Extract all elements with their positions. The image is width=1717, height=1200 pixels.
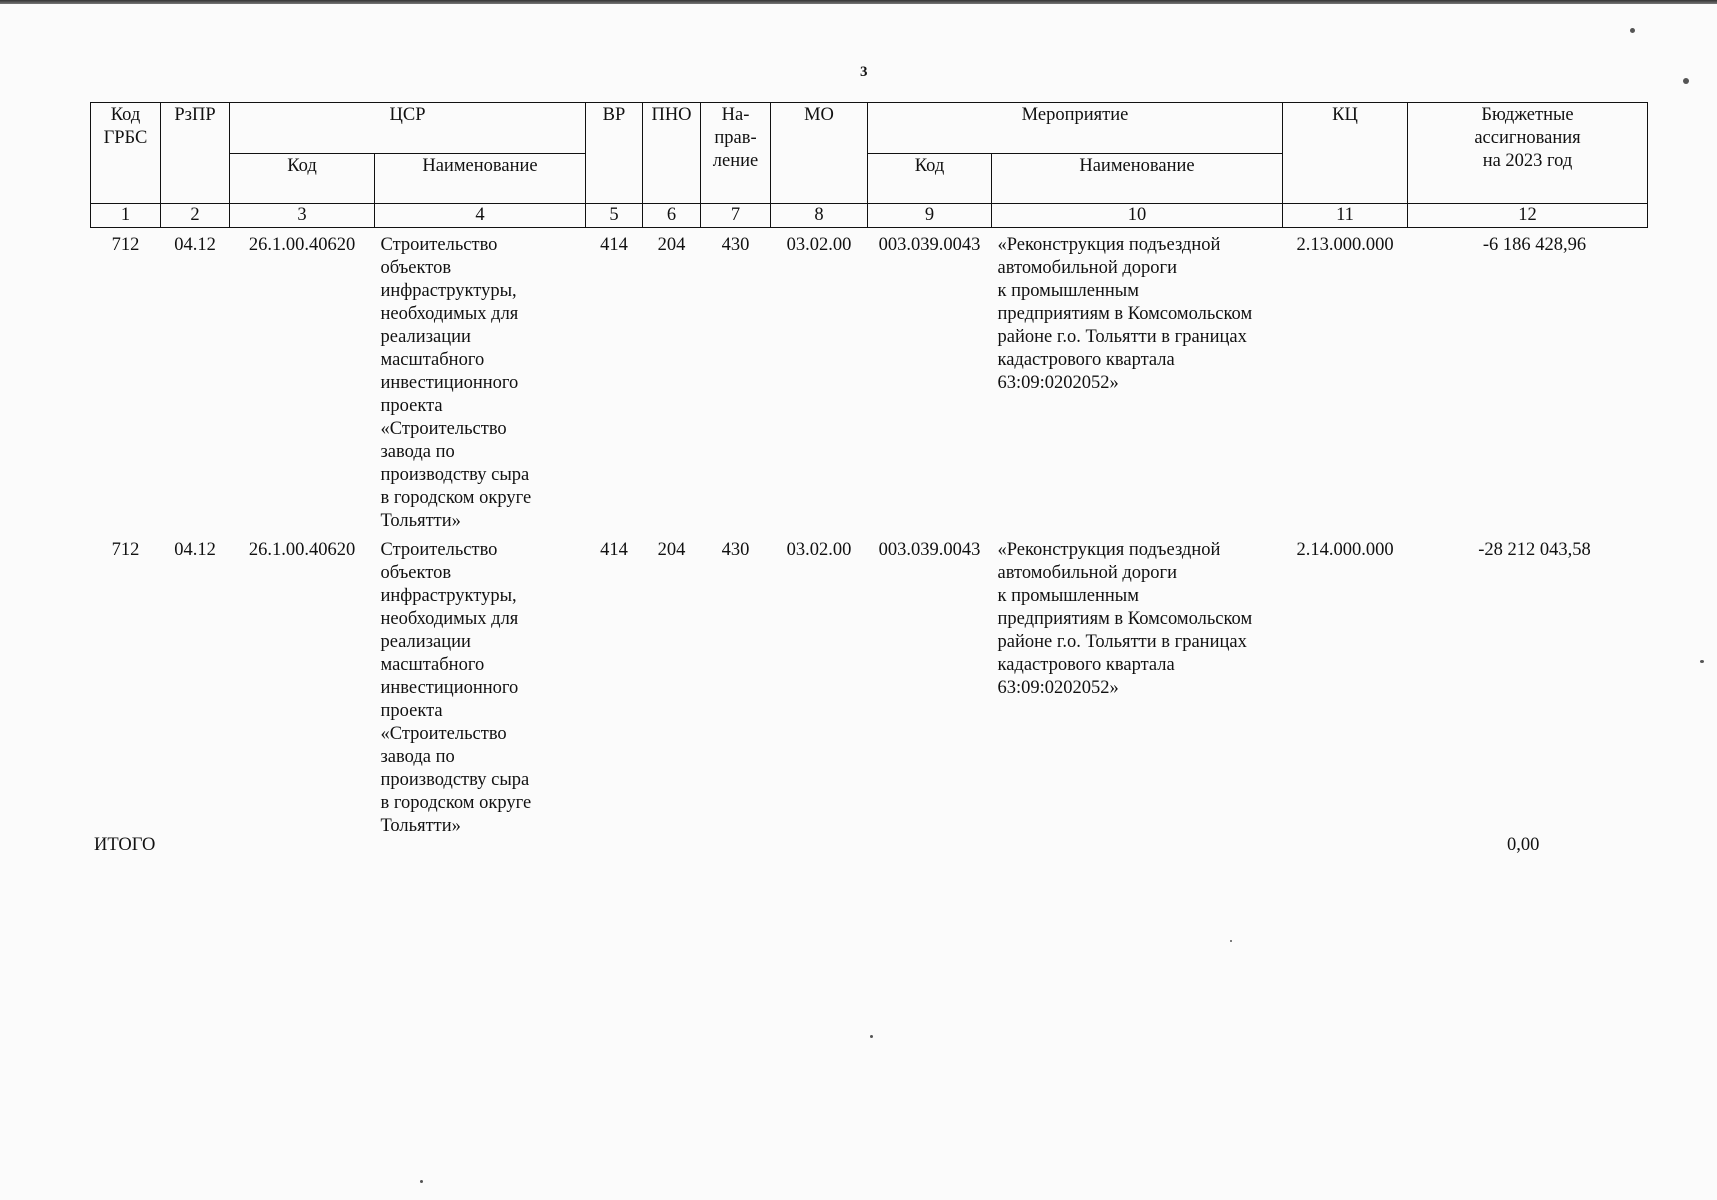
cell-meropr-kod: 003.039.0043 (878, 235, 981, 255)
header-row-1 (91, 103, 1648, 154)
header-mo: МО (771, 103, 868, 204)
header-meropriyatie: Мероприятие (868, 103, 1283, 154)
cell-rzpr: 04.12 (174, 540, 216, 560)
total-value: 0,00 (1507, 835, 1540, 855)
cell-kc: 2.13.000.000 (1296, 235, 1394, 255)
column-number: 4 (375, 204, 586, 228)
cell-csr-kod: 26.1.00.40620 (248, 235, 356, 255)
cell-amount: -28 212 043,58 (1478, 540, 1591, 560)
scan-speck (1630, 28, 1635, 33)
column-number-row (91, 204, 1648, 228)
cell-napravlenie: 430 (721, 235, 750, 255)
cell-amount: -6 186 428,96 (1482, 235, 1587, 255)
cell-rzpr: 04.12 (174, 235, 216, 255)
cell-vr: 414 (600, 540, 628, 560)
scan-speck (870, 1035, 873, 1038)
header-csr-name: Наименование (375, 154, 586, 204)
column-number: 12 (1408, 204, 1648, 228)
header-kc: КЦ (1283, 103, 1408, 204)
header-vr: ВР (586, 103, 643, 204)
scan-speck (1700, 660, 1704, 663)
column-number: 11 (1283, 204, 1408, 228)
table-row (91, 228, 1648, 534)
header-csr: ЦСР (230, 103, 586, 154)
column-number: 8 (771, 204, 868, 228)
cell-csr-name: Строительство объектов инфраструктуры, необходимых для реализации масштабного инвестиционного проекта «Строительство завода по производству сыра в городском округе Тольятти» (380, 235, 532, 531)
cell-csr-kod: 26.1.00.40620 (248, 540, 356, 560)
cell-meropr-name: «Реконструкция подъездной автомобильной дороги к промышленным предприятиям в Комсомольском районе г.о. Тольятти в границах кадастрового квартала 63:09:0202052» (997, 235, 1253, 393)
header-rzpr: РзПР (161, 103, 230, 204)
header-meropr-kod: Код (868, 154, 992, 204)
column-number: 9 (868, 204, 992, 228)
cell-kod-grbs: 712 (111, 540, 140, 560)
header-budget: Бюджетные ассигнования на 2023 год (1408, 103, 1648, 204)
cell-pno: 204 (657, 540, 686, 560)
scan-speck (1683, 78, 1689, 84)
cell-pno: 204 (657, 235, 686, 255)
header-napravlenie: На- прав- ление (701, 103, 771, 204)
column-number: 1 (91, 204, 161, 228)
column-number: 2 (161, 204, 230, 228)
cell-napravlenie: 430 (721, 540, 750, 560)
cell-meropr-kod: 003.039.0043 (878, 540, 981, 560)
cell-csr-name: Строительство объектов инфраструктуры, необходимых для реализации масштабного инвестиционного проекта «Строительство завода по производству сыра в городском округе Тольятти» (380, 540, 532, 836)
column-number: 3 (230, 204, 375, 228)
cell-mo: 03.02.00 (786, 235, 852, 255)
header-kod-grbs: Код ГРБС (91, 103, 161, 204)
table-row (91, 533, 1648, 838)
page-number: 3 (860, 64, 868, 80)
total-label: ИТОГО (94, 835, 156, 855)
budget-table (90, 102, 1648, 838)
cell-vr: 414 (600, 235, 628, 255)
cell-meropr-name: «Реконструкция подъездной автомобильной дороги к промышленным предприятиям в Комсомольском районе г.о. Тольятти в границах кадастрового квартала 63:09:0202052» (997, 540, 1253, 698)
scan-speck (1230, 940, 1232, 942)
column-number: 6 (643, 204, 701, 228)
cell-mo: 03.02.00 (786, 540, 852, 560)
scan-speck (420, 1180, 423, 1183)
header-meropr-name: Наименование (992, 154, 1283, 204)
column-number: 10 (992, 204, 1283, 228)
scan-top-edge (0, 0, 1717, 4)
header-pno: ПНО (643, 103, 701, 204)
header-csr-kod: Код (230, 154, 375, 204)
column-number: 5 (586, 204, 643, 228)
column-number: 7 (701, 204, 771, 228)
cell-kc: 2.14.000.000 (1296, 540, 1394, 560)
cell-kod-grbs: 712 (111, 235, 140, 255)
